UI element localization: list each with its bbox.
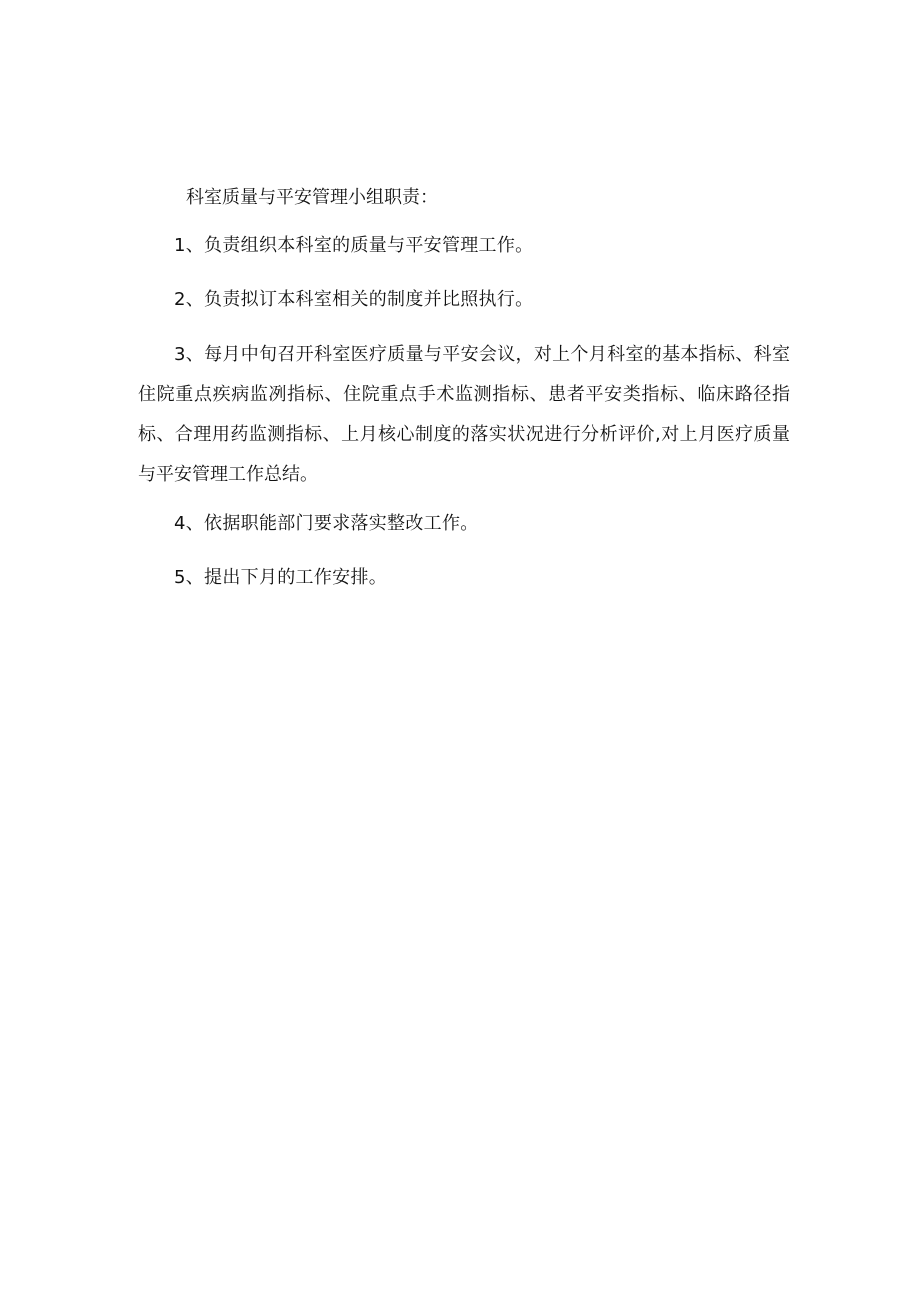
section-heading: 科室质量与平安管理小组职责： <box>186 187 438 208</box>
duty-item-5: 5、提出下月的工作安排。 <box>174 567 388 588</box>
duty-item-1: 1、负责组织本科室的质量与平安管理工作。 <box>174 235 534 256</box>
duty-item-3: 3、每月中旬召开科室医疗质量与平安会议，对上个月科室的基本指标、科室住院重点疾病监冽指标、住院重点手术监测指标、患者平安类指标、临床路径指标、合理用药监测指标、上月核心制度的落实状况进行分析评价,对上月医疗质量与平安管理工作总结。 <box>138 344 790 485</box>
document-body <box>138 183 790 617</box>
duty-item-2: 2、负责拟订本科室相关的制度并比照执行。 <box>174 289 534 310</box>
duty-item-4: 4、依据职能部门要求落实整改工作。 <box>174 513 479 534</box>
